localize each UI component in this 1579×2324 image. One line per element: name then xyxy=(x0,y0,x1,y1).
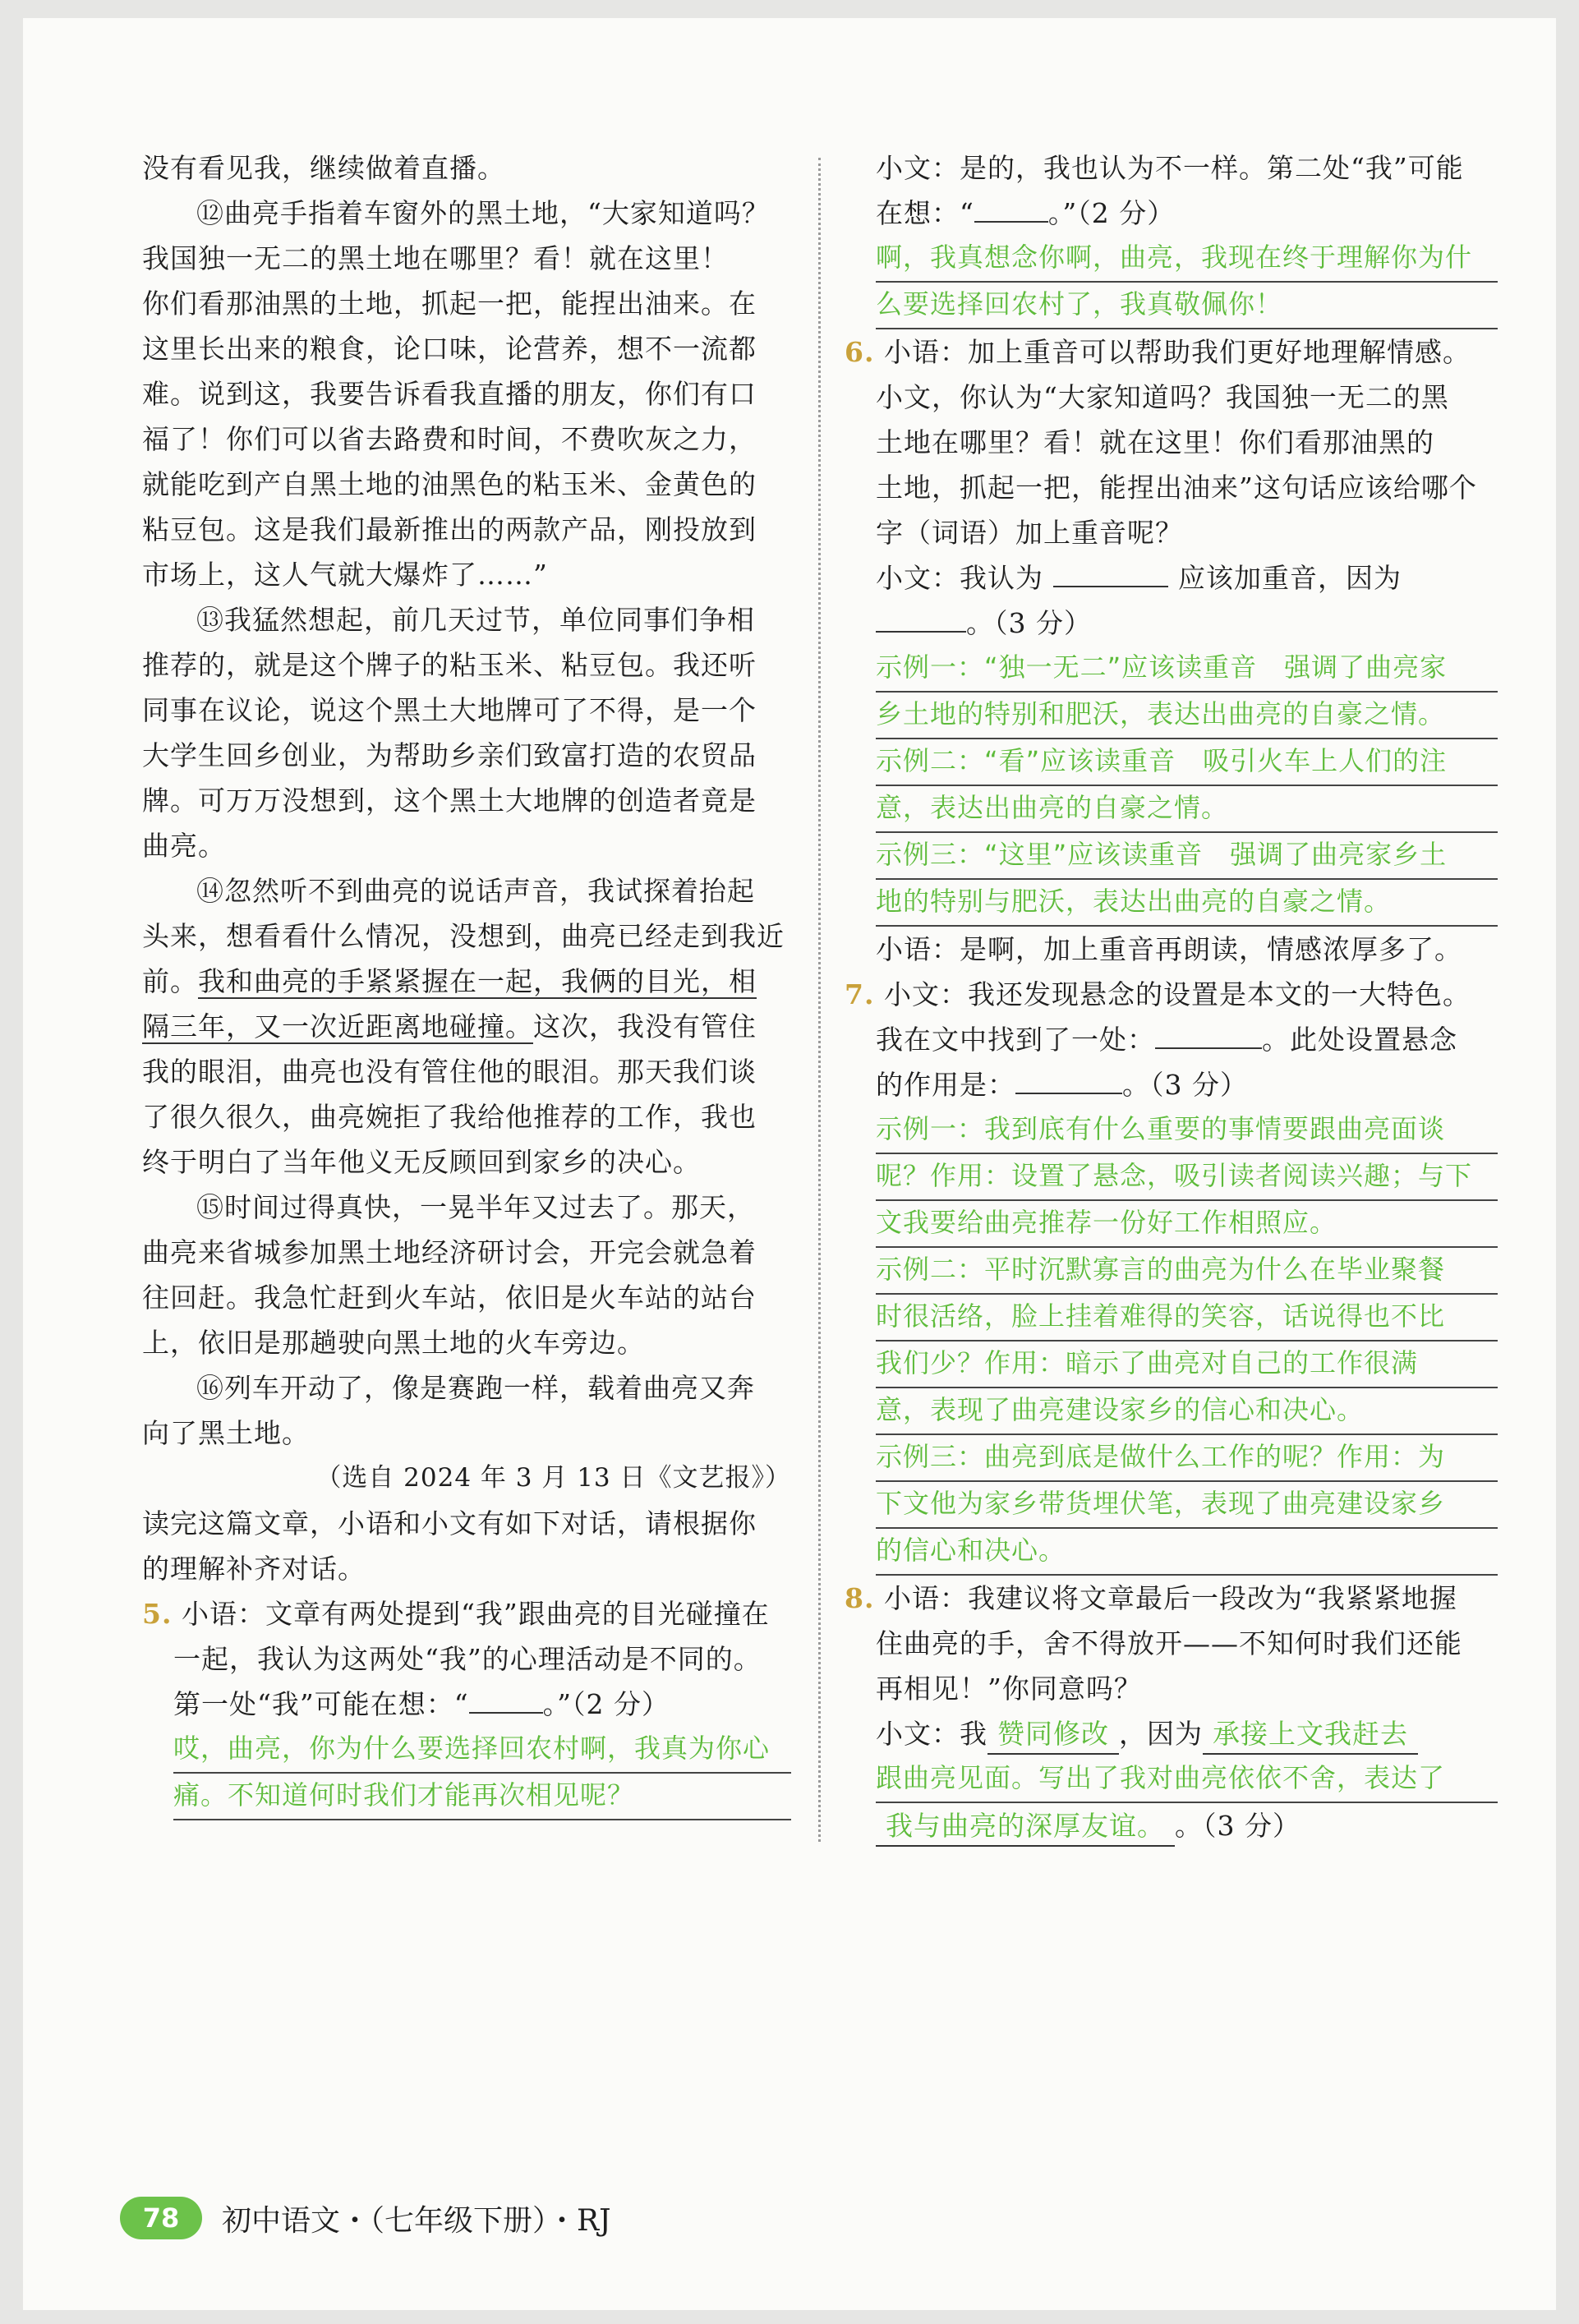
question-6-line: 土地，抓起一把，能捏出油来”这句话应该给哪个 xyxy=(876,472,1477,504)
story-line: 头来，想看看什么情况，没想到，曲亮已经走到我近 xyxy=(142,920,785,952)
question-8-line: 再相见！”你同意吗？ xyxy=(876,1673,1142,1705)
story-text-part1 xyxy=(142,145,791,959)
answer-line: 时很活络，脸上挂着难得的笑容，话说得也不比 xyxy=(876,1295,1498,1341)
story-line: 同事在议论，说这个黑土大地牌可了不得，是一个 xyxy=(142,694,757,726)
story-line: 向了黑土地。 xyxy=(142,1417,310,1449)
filled-answer: 承接上文我赶去 xyxy=(1203,1715,1418,1755)
dialogue-line: 在想：“ 。”（2 分） xyxy=(876,197,1176,229)
question-6: 6. 小语：加上重音可以帮助我们更好地理解情感。 xyxy=(845,336,1471,368)
question-number: 7. xyxy=(845,978,875,1010)
answer-blank[interactable] xyxy=(1155,1023,1262,1049)
story-line: ⑮时间过得真快，一晃半年又过去了。那天， xyxy=(196,1191,755,1223)
story-line: 了很久很久，曲亮婉拒了我给他推荐的工作，我也 xyxy=(142,1101,757,1133)
answer-line: 下文他为家乡带货埋伏笔，表现了曲亮建设家乡 xyxy=(876,1482,1498,1529)
question-8-line: 小文：我 赞同修改 ，因为 承接上文我赶去 xyxy=(845,1711,1498,1756)
page-number-badge: 78 xyxy=(120,2197,202,2239)
question-number: 6. xyxy=(845,336,875,368)
answer-line: 哎，曲亮，你为什么要选择回农村啊，我真为你心 xyxy=(173,1727,791,1774)
story-line: 市场上，这人气就大爆炸了……” xyxy=(142,559,548,591)
answer-line: 示例一：我到底有什么重要的事情要跟曲亮面谈 xyxy=(876,1107,1498,1154)
question-6-line: 。（3 分） xyxy=(845,601,1498,646)
story-line: ⑫曲亮手指着车窗外的黑土地，“大家知道吗？ xyxy=(196,197,770,229)
source-citation: （选自 2024 年 3 月 13 日《文艺报》） xyxy=(315,1463,791,1493)
question-7-line: 的作用是： 。（3 分） xyxy=(876,1069,1248,1101)
answer-line: 文我要给曲亮推荐一份好工作相照应。 xyxy=(876,1201,1498,1248)
answer-line: 跟曲亮见面。写出了我对曲亮依依不舍，表达了 xyxy=(876,1756,1498,1803)
story-line: ⑬我猛然想起，前几天过节，单位同事们争相 xyxy=(196,604,755,636)
question-7: 7. 小文：我还发现悬念的设置是本文的一大特色。 xyxy=(845,978,1471,1010)
answer-line: 么要选择回农村了，我真敬佩你！ xyxy=(876,283,1498,329)
story-line: 粘豆包。这是我们最新推出的两款产品，刚投放到 xyxy=(142,513,757,545)
left-column xyxy=(142,145,791,1820)
question-5: 5. 小语：文章有两处提到“我”跟曲亮的目光碰撞在 xyxy=(142,1598,770,1630)
answer-line: 示例二：平时沉默寡言的曲亮为什么在毕业聚餐 xyxy=(876,1248,1498,1295)
page-footer xyxy=(120,2193,611,2243)
answer-line: 啊，我真想念你啊，曲亮，我现在终于理解你为什 xyxy=(876,236,1498,283)
answer-line: 的信心和决心。 xyxy=(876,1529,1498,1576)
story-line: 曲亮。 xyxy=(142,830,226,862)
answer-line: 意，表现了曲亮建设家乡的信心和决心。 xyxy=(876,1388,1498,1435)
story-line: 就能吃到产自黑土地的油黑色的粘玉米、金黄色的 xyxy=(142,468,757,500)
question-number: 5. xyxy=(142,1598,173,1630)
story-line: 推荐的，就是这个牌子的粘玉米、粘豆包。我还听 xyxy=(142,649,757,681)
story-line: 难。说到这，我要告诉看我直播的朋友，你们有口 xyxy=(142,378,757,410)
answer-line: 痛。不知道何时我们才能再次相见呢？ xyxy=(173,1774,791,1820)
story-line: 这里长出来的粮食，论口味，论营养，想不一流都 xyxy=(142,333,757,365)
answer-line: 意，表达出曲亮的自豪之情。 xyxy=(876,786,1498,833)
question-6-answers xyxy=(845,646,1498,927)
instruction-text: 读完这篇文章，小语和小文有如下对话，请根据你 xyxy=(142,1507,757,1539)
story-line: 大学生回乡创业，为帮助乡亲们致富打造的农贸品 xyxy=(142,739,757,771)
book-title: 初中语文・（七年级下册）・RJ xyxy=(222,2203,611,2238)
story-line: ⑭忽然听不到曲亮的说话声音，我试探着抬起 xyxy=(196,875,755,907)
answer-line: 地的特别与肥沃，表达出曲亮的自豪之情。 xyxy=(876,880,1498,927)
question-6-line: 土地在哪里？看！就在这里！你们看那油黑的 xyxy=(876,426,1434,458)
answer-line: 示例一：“独一无二”应该读重音 强调了曲亮家 xyxy=(876,646,1498,693)
question-8: 8. 小语：我建议将文章最后一段改为“我紧紧地握 xyxy=(845,1582,1457,1614)
story-line: 上，依旧是那趟驶向黑土地的火车旁边。 xyxy=(142,1327,645,1359)
story-line: 没有看见我，继续做着直播。 xyxy=(142,152,505,184)
story-line: 牌。可万万没想到，这个黑土大地牌的创造者竟是 xyxy=(142,785,757,817)
story-line: 你们看那油黑的土地，抓起一把，能捏出油来。在 xyxy=(142,288,757,320)
question-number: 8. xyxy=(845,1582,875,1614)
workbook-page xyxy=(23,18,1556,2310)
story-line: 曲亮来省城参加黑土地经济研讨会，开完会就急着 xyxy=(142,1236,757,1268)
question-8-line: 我与曲亮的深厚友谊。 。（3 分） xyxy=(845,1803,1498,1848)
dialogue-line: 小语：是啊，加上重音再朗读，情感浓厚多了。 xyxy=(876,933,1462,965)
story-line: 福了！你们可以省去路费和时间，不费吹灰之力， xyxy=(142,423,757,455)
story-line: 隔三年，又一次近距离地碰撞。这次，我没有管住 xyxy=(142,1010,757,1042)
question-7-line: 我在文中找到了一处： 。此处设置悬念 xyxy=(876,1024,1457,1056)
question-7-answers xyxy=(845,1107,1498,1576)
answer-blank[interactable] xyxy=(876,606,966,633)
answer-blank[interactable] xyxy=(974,196,1048,223)
answer-blank[interactable] xyxy=(1015,1068,1122,1094)
story-line: 往回赶。我急忙赶到火车站，依旧是火车站的站台 xyxy=(142,1282,757,1314)
story-line: ⑯列车开动了，像是赛跑一样，载着曲亮又奔 xyxy=(196,1372,755,1404)
answer-blank[interactable] xyxy=(1053,561,1168,587)
column-divider xyxy=(818,158,821,1842)
right-column xyxy=(845,145,1498,1848)
underlined-sentence: 我和曲亮的手紧紧握在一起，我俩的目光，相 xyxy=(198,965,757,997)
filled-answer: 赞同修改 xyxy=(987,1715,1119,1755)
question-6-line: 小文：我认为 应该加重音，因为 xyxy=(876,562,1402,594)
answer-line: 示例二：“看”应该读重音 吸引火车上人们的注 xyxy=(876,739,1498,786)
question-6-line: 字（词语）加上重音呢？ xyxy=(876,517,1183,549)
question-5-line: 第一处“我”可能在想：“ 。”（2 分） xyxy=(173,1688,670,1720)
dialogue-line: 小文：是的，我也认为不一样。第二处“我”可能 xyxy=(876,152,1464,184)
story-line: 前。我和曲亮的手紧紧握在一起，我俩的目光，相 xyxy=(142,965,757,997)
underlined-sentence: 隔三年，又一次近距离地碰撞。 xyxy=(142,1010,533,1042)
answer-blank[interactable] xyxy=(469,1687,543,1714)
answer-line: 我们少？作用：暗示了曲亮对自己的工作很满 xyxy=(876,1341,1498,1388)
answer-line: 乡土地的特别和肥沃，表达出曲亮的自豪之情。 xyxy=(876,693,1498,739)
story-line: 我的眼泪，曲亮也没有管住他的眼泪。那天我们谈 xyxy=(142,1056,757,1088)
story-text-part2 xyxy=(142,1049,791,1456)
story-line: 终于明白了当年他义无反顾回到家乡的决心。 xyxy=(142,1146,701,1178)
question-5-line: 一起，我认为这两处“我”的心理活动是不同的。 xyxy=(173,1643,762,1675)
question-8-line: 住曲亮的手，舍不得放开——不知何时我们还能 xyxy=(876,1627,1462,1659)
answer-line: 示例三：曲亮到底是做什么工作的呢？作用：为 xyxy=(876,1435,1498,1482)
instruction-text: 的理解补齐对话。 xyxy=(142,1553,366,1585)
answer-line: 示例三：“这里”应该读重音 强调了曲亮家乡土 xyxy=(876,833,1498,880)
story-line: 我国独一无二的黑土地在哪里？看！就在这里！ xyxy=(142,242,729,274)
filled-answer: 我与曲亮的深厚友谊。 xyxy=(876,1807,1175,1847)
answer-line: 呢？作用：设置了悬念，吸引读者阅读兴趣；与下 xyxy=(876,1154,1498,1201)
question-6-line: 小文，你认为“大家知道吗？我国独一无二的黑 xyxy=(876,381,1449,413)
